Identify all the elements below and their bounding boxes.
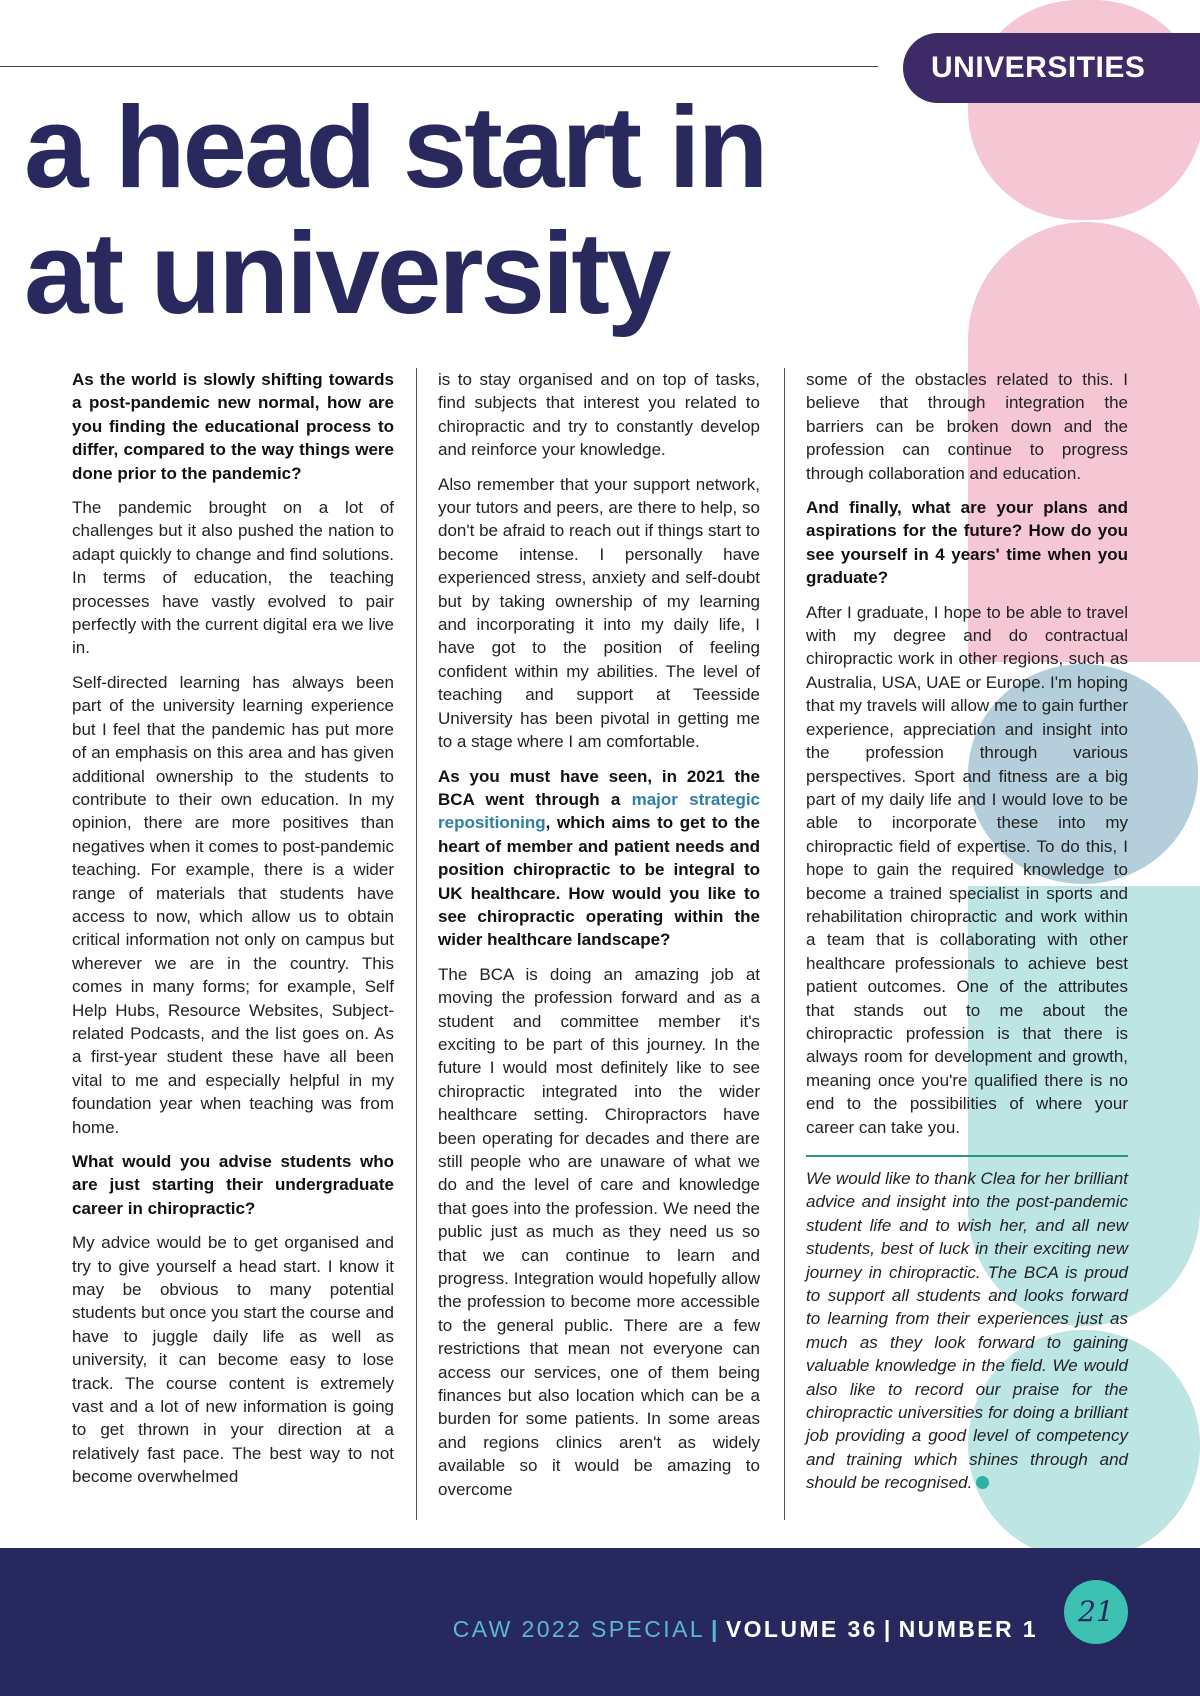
section-tag: UNIVERSITIES [903,33,1200,103]
interview-answer: Self-directed learning has always been part of the university learning experience but I feel that the pandemic has put more of an emphasis on this area and has given additional ownership to the students to contribute to their own education. In my opinion, there are more positives than negatives when it comes to post-pandemic teaching. For example, there is a wider range of materials that students have access to now, which allow us to obtain critical information not only on campus but wherever we are in the country. This comes in many forms; for example, Self Help Hubs, Resource Websites, Subject-related Podcasts, and the list goes on. As a first-year student these have all been vital to me and especially helpful in my foundation year when teaching was from home. [72,672,394,1137]
interview-answer: is to stay organised and on top of tasks, find subjects that interest you related to chiropractic and try to constantly develop and reinforce your knowledge. [438,370,760,460]
interview-question: What would you advise students who are just starting their undergraduate career in chiropractic? [72,1152,394,1218]
headline-line-1: a head start in [24,82,766,212]
footer-separator: | [883,1616,893,1642]
footer-volume: VOLUME 36 [725,1616,878,1642]
page-footer [0,1548,1200,1696]
footer-issue-info [453,1616,1038,1643]
interview-question [438,765,760,952]
footer-publication: CAW 2022 SPECIAL [452,1616,706,1642]
interview-answer: The BCA is doing an amazing job at moving the profession forward and as a student and committee member it's exciting to be part of this journey. In the future I would most definitely like to see chiropractic integrated into the wider healthcare setting. Chiropractors have been operating for decades and there are still people who are unaware of what we do and the level of care and knowledge that goes into the profession. We need the public just as much as they need us so that we can continue to learn and progress. Integration would hopefully allow the profession to become more accessible to the general public. There are a few restrictions that mean not everyone can access our services, one of them being finances but also location which can be a burden for some patients. In some areas and regions clinics aren't as widely available so it would be amazing to overcome [438,964,760,1499]
interview-answer: The pandemic brought on a lot of challenges but it also pushed the nation to adapt quickly to change and find solutions. In terms of education, the teaching processes have vastly evolved to pair perfectly with the current digital era we live in. [72,498,394,658]
article-column-2 [438,368,760,1512]
closing-note-text: We would like to thank Clea for her brilliant advice and insight into the post-pandemic student life and to wish her, and all new students, best of luck in their exciting new journey in chiropractic. The BCA is proud to support all students and looks forward to learning from their experiences just as much as they look forward to gaining valuable knowledge in the field. We would also like to record our praise for the chiropractic universities for doing a brilliant job providing a good level of competency and training which shines through and should be recognised. [806,1169,1128,1493]
column-divider [416,368,417,1520]
page-headline [24,84,765,336]
article-column-3 [806,368,1128,1506]
column-divider [784,368,785,1520]
interview-question: And finally, what are your plans and aspirations for the future? How do you see yourself in 4 years' time when you graduate? [806,498,1128,588]
interview-answer: My advice would be to get organised and try to give yourself a head start. I know it may be obvious to many potential students but once you start the course and have to juggle daily life as well as university, it can become easy to lose track. The course content is extremely vast and a lot of new information is going to get thrown in your direction at a relatively fast pace. The best way to not become overwhelmed [72,1233,394,1487]
question-text: , which aims to get to the heart of member and patient needs and position chiropractic to be integral to UK healthcare. How would you like to see chiropractic operating within the wider healthcare landscape? [438,813,760,950]
interview-answer: Also remember that your support network, your tutors and peers, are there to help, so don't be afraid to reach out if things start to become intense. I personally have experienced stress, anxiety and self-doubt but by taking ownership of my learning and incorporating it into my daily life, I have got to the position of feeling confident within my abilities. The level of teaching and support at Teesside University has been pivotal in getting me to a stage where I am comfortable. [438,474,760,752]
end-mark-icon [976,1476,989,1489]
footer-number: NUMBER 1 [898,1616,1038,1642]
header-divider [0,66,878,67]
strategic-repositioning-link[interactable]: major strategic repositioning [438,789,761,833]
footer-separator: | [711,1616,720,1642]
page-number: 21 [1064,1580,1128,1644]
interview-answer: some of the obstacles related to this. I believe that through integration the barriers can be broken down and the profession can continue to progress through collaboration and education. [806,370,1128,483]
closing-note [806,1167,1128,1495]
closing-divider [806,1155,1128,1157]
headline-line-2: at university [24,208,669,338]
interview-question: As the world is slowly shifting towards a post-pandemic new normal, how are you finding the educational process to differ, compared to the way things were done prior to the pandemic? [72,370,394,483]
question-text: As you must have seen, in 2021 the BCA went through a [438,766,760,809]
article-column-1 [72,368,394,1500]
interview-answer: After I graduate, I hope to be able to travel with my degree and do contractual chiropractic work in other regions, such as Australia, USA, UAE or Europe. I'm hoping that my travels will allow me to gain further experience, appreciation and insight into the profession through various perspectives. Sport and fitness are a big part of my daily life and I would love to be able to incorporate these into my chiropractic field of expertise. To do this, I hope to gain the required knowledge to become a trained specialist in sports and rehabilitation chiropractic and work within a team that is collaborating with other healthcare professionals to achieve best patient outcomes. One of the attributes that stands out to me about the chiropractic profession is that there is always room for development and growth, meaning once you're qualified there is no end to the possibilities of where your career can take you. [806,602,1128,1137]
